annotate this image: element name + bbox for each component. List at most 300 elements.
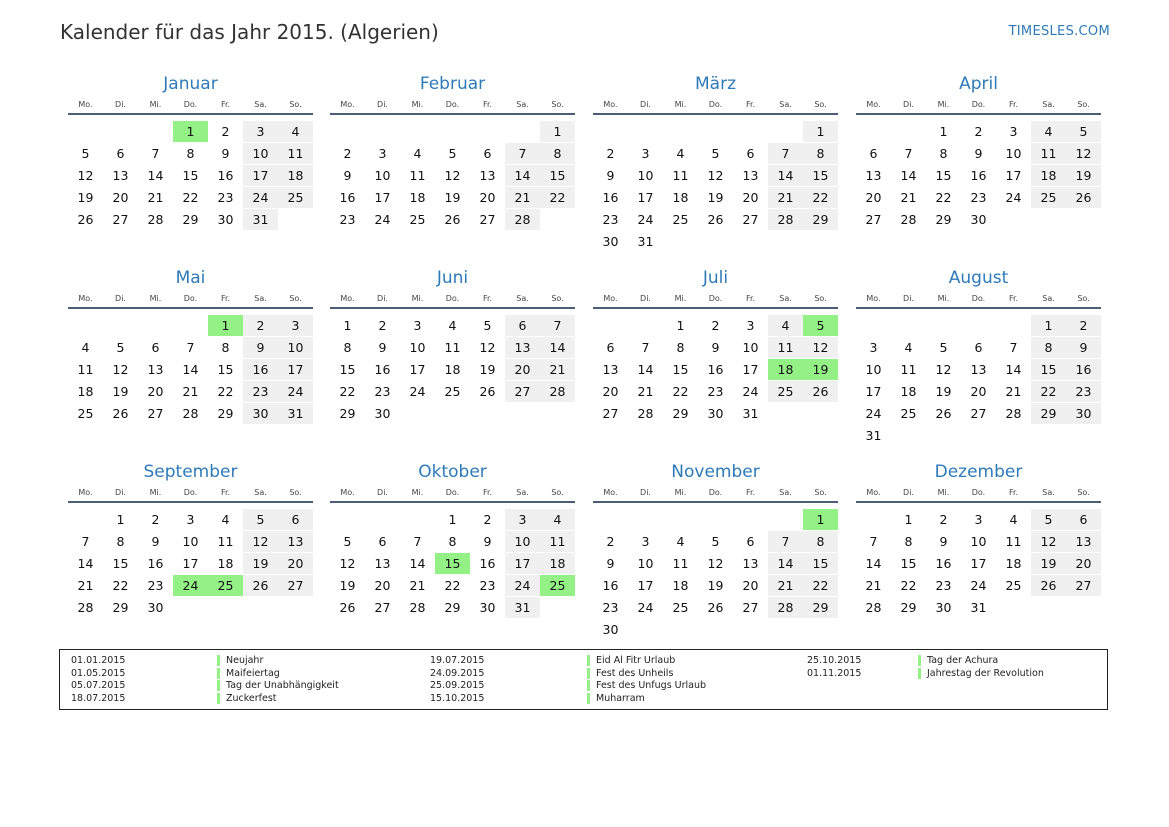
weekday-header: So. [814, 294, 827, 303]
day-cell: 2 [343, 146, 352, 161]
day-cell: 27 [602, 406, 619, 421]
day-cell: 31 [970, 600, 987, 615]
weekday-header: Di. [903, 294, 914, 303]
weekday-header: Mo. [78, 294, 93, 303]
day-cell: 17 [742, 362, 759, 377]
day-cell: 10 [742, 340, 759, 355]
day-cell: 23 [602, 212, 619, 227]
holiday-day-cell: 1 [208, 315, 243, 336]
day-cell: 15 [803, 165, 838, 186]
day-cell: 1 [904, 512, 913, 527]
day-cell: 9 [974, 146, 983, 161]
legend-holiday-name: Tag der Achura [918, 655, 998, 666]
weekday-header: Mi. [937, 488, 950, 497]
legend-holiday-name: Maifeiertag [217, 668, 280, 679]
weekday-header: Sa. [779, 294, 792, 303]
day-cell: 10 [1005, 146, 1022, 161]
day-cell: 11 [409, 168, 426, 183]
day-cell: 14 [409, 556, 426, 571]
holiday-day-cell: 25 [540, 575, 575, 596]
day-cell: 7 [413, 534, 422, 549]
legend-holiday-name: Muharram [587, 693, 645, 704]
day-cell: 26 [707, 212, 724, 227]
day-cell: 17 [505, 553, 540, 574]
day-cell: 1 [676, 318, 685, 333]
day-cell: 21 [1005, 384, 1022, 399]
weekday-header: Mi. [149, 294, 162, 303]
day-cell: 22 [217, 384, 234, 399]
day-cell: 23 [217, 190, 234, 205]
weekday-header: Fr. [745, 488, 756, 497]
day-cell: 26 [339, 600, 356, 615]
weekday-header: Sa. [254, 294, 267, 303]
day-cell: 26 [1066, 187, 1101, 208]
day-cell: 28 [768, 597, 803, 618]
weekday-header: So. [289, 294, 302, 303]
weekday-header: Mi. [674, 294, 687, 303]
day-cell: 19 [1031, 553, 1066, 574]
day-cell: 15 [672, 362, 689, 377]
day-cell: 25 [409, 212, 426, 227]
day-cell: 25 [672, 212, 689, 227]
weekday-header: Sa. [254, 100, 267, 109]
holiday-day-cell: 19 [803, 359, 838, 380]
day-cell: 29 [182, 212, 199, 227]
day-cell: 20 [742, 190, 759, 205]
day-cell: 23 [1066, 381, 1101, 402]
day-cell: 22 [935, 190, 952, 205]
day-cell: 17 [970, 556, 987, 571]
day-cell: 20 [278, 553, 313, 574]
day-cell: 20 [602, 384, 619, 399]
day-cell: 21 [865, 578, 882, 593]
day-cell: 12 [1031, 531, 1066, 552]
month-title: August [948, 268, 1009, 288]
day-cell: 22 [803, 575, 838, 596]
weekday-header: Sa. [1042, 100, 1055, 109]
day-cell: 22 [1031, 381, 1066, 402]
day-cell: 4 [448, 318, 457, 333]
day-cell: 20 [374, 578, 391, 593]
weekday-header: Fr. [220, 488, 231, 497]
day-cell: 6 [746, 146, 755, 161]
day-cell: 27 [147, 406, 164, 421]
day-cell: 6 [116, 146, 125, 161]
day-cell: 19 [707, 190, 724, 205]
holiday-day-cell: 25 [208, 575, 243, 596]
weekday-header: Mo. [340, 488, 355, 497]
header-divider [593, 113, 838, 115]
day-cell: 19 [243, 553, 278, 574]
day-cell: 7 [1009, 340, 1018, 355]
legend-date: 15.10.2015 [430, 693, 485, 705]
day-cell: 30 [217, 212, 234, 227]
weekday-header: Sa. [779, 488, 792, 497]
day-cell: 7 [768, 531, 803, 552]
day-cell: 2 [1066, 315, 1101, 336]
day-cell: 28 [1005, 406, 1022, 421]
day-cell: 27 [278, 575, 313, 596]
day-cell: 29 [935, 212, 952, 227]
weekday-header: Do. [445, 488, 460, 497]
weekday-header: Fr. [745, 100, 756, 109]
day-cell: 1 [939, 124, 948, 139]
day-cell: 21 [637, 384, 654, 399]
day-cell: 11 [768, 337, 803, 358]
weekday-header: Fr. [745, 294, 756, 303]
day-cell: 13 [865, 168, 882, 183]
day-cell: 6 [151, 340, 160, 355]
day-cell: 8 [1031, 337, 1066, 358]
weekday-header: Sa. [1042, 294, 1055, 303]
day-cell: 15 [339, 362, 356, 377]
month-title: Oktober [418, 462, 487, 482]
day-cell: 1 [448, 512, 457, 527]
day-cell: 7 [641, 340, 650, 355]
day-cell: 4 [221, 512, 230, 527]
weekday-header: Fr. [220, 294, 231, 303]
day-cell: 14 [147, 168, 164, 183]
day-cell: 31 [278, 403, 313, 424]
day-cell: 31 [865, 428, 882, 443]
day-cell: 6 [378, 534, 387, 549]
day-cell: 23 [147, 578, 164, 593]
day-cell: 2 [378, 318, 387, 333]
day-cell: 27 [479, 212, 496, 227]
day-cell: 26 [707, 600, 724, 615]
day-cell: 29 [217, 406, 234, 421]
weekday-header: Do. [971, 100, 986, 109]
legend-holiday-name: Zuckerfest [217, 693, 277, 704]
day-cell: 23 [374, 384, 391, 399]
day-cell: 12 [479, 340, 496, 355]
day-cell: 5 [343, 534, 352, 549]
weekday-header: Di. [640, 100, 651, 109]
day-cell: 13 [147, 362, 164, 377]
day-cell: 13 [374, 556, 391, 571]
day-cell: 30 [243, 403, 278, 424]
day-cell: 18 [278, 165, 313, 186]
day-cell: 18 [900, 384, 917, 399]
weekday-header: So. [289, 488, 302, 497]
day-cell: 10 [970, 534, 987, 549]
day-cell: 14 [505, 165, 540, 186]
day-cell: 11 [1005, 534, 1022, 549]
day-cell: 21 [182, 384, 199, 399]
day-cell: 8 [186, 146, 195, 161]
month-title: Januar [163, 74, 218, 94]
day-cell: 21 [505, 187, 540, 208]
header-divider [330, 307, 575, 309]
day-cell: 27 [505, 381, 540, 402]
day-cell: 20 [865, 190, 882, 205]
day-cell: 17 [865, 384, 882, 399]
weekday-header: Mo. [866, 488, 881, 497]
day-cell: 23 [970, 190, 987, 205]
day-cell: 14 [182, 362, 199, 377]
day-cell: 18 [444, 362, 461, 377]
day-cell: 29 [900, 600, 917, 615]
day-cell: 26 [243, 575, 278, 596]
day-cell: 27 [374, 600, 391, 615]
weekday-header: Di. [640, 294, 651, 303]
day-cell: 15 [112, 556, 129, 571]
day-cell: 6 [483, 146, 492, 161]
weekday-header: Do. [445, 294, 460, 303]
day-cell: 5 [711, 534, 720, 549]
weekday-header: Mo. [340, 294, 355, 303]
legend-date: 18.07.2015 [71, 693, 126, 705]
day-cell: 21 [77, 578, 94, 593]
day-cell: 4 [413, 146, 422, 161]
day-cell: 9 [151, 534, 160, 549]
month-title: Dezember [934, 462, 1023, 482]
day-cell: 24 [374, 212, 391, 227]
weekday-header: Di. [640, 488, 651, 497]
day-cell: 13 [742, 168, 759, 183]
day-cell: 17 [637, 578, 654, 593]
holiday-day-cell: 15 [435, 553, 470, 574]
weekday-header: Mi. [674, 100, 687, 109]
day-cell: 9 [378, 340, 387, 355]
weekday-header: Mi. [937, 100, 950, 109]
day-cell: 16 [147, 556, 164, 571]
day-cell: 12 [707, 168, 724, 183]
day-cell: 1 [1031, 315, 1066, 336]
day-cell: 26 [479, 384, 496, 399]
header-divider [593, 501, 838, 503]
weekday-header: Mi. [411, 294, 424, 303]
day-cell: 30 [1066, 403, 1101, 424]
day-cell: 26 [935, 406, 952, 421]
day-cell: 8 [939, 146, 948, 161]
weekday-header: Do. [971, 294, 986, 303]
day-cell: 19 [707, 578, 724, 593]
day-cell: 11 [217, 534, 234, 549]
day-cell: 28 [865, 600, 882, 615]
legend-holiday-name: Neujahr [217, 655, 263, 666]
day-cell: 3 [641, 146, 650, 161]
day-cell: 10 [637, 556, 654, 571]
day-cell: 23 [339, 212, 356, 227]
day-cell: 3 [243, 121, 278, 142]
day-cell: 12 [77, 168, 94, 183]
day-cell: 21 [147, 190, 164, 205]
day-cell: 9 [1066, 337, 1101, 358]
day-cell: 2 [483, 512, 492, 527]
month-title: Juni [436, 268, 469, 288]
day-cell: 5 [243, 509, 278, 530]
day-cell: 25 [672, 600, 689, 615]
day-cell: 17 [243, 165, 278, 186]
day-cell: 15 [1031, 359, 1066, 380]
weekday-header: Mo. [78, 488, 93, 497]
day-cell: 25 [1005, 578, 1022, 593]
day-cell: 15 [803, 553, 838, 574]
page-title: Kalender für das Jahr 2015. (Algerien) [60, 20, 439, 44]
header-divider [330, 113, 575, 115]
day-cell: 29 [444, 600, 461, 615]
day-cell: 8 [904, 534, 913, 549]
day-cell: 19 [1066, 165, 1101, 186]
legend-holiday-name: Fest des Unfugs Urlaub [587, 680, 706, 691]
day-cell: 30 [147, 600, 164, 615]
legend-date: 01.11.2015 [807, 667, 862, 679]
day-cell: 28 [409, 600, 426, 615]
day-cell: 24 [243, 187, 278, 208]
day-cell: 8 [676, 340, 685, 355]
weekday-header: Mi. [411, 488, 424, 497]
day-cell: 18 [540, 553, 575, 574]
day-cell: 6 [974, 340, 983, 355]
holiday-day-cell: 1 [803, 509, 838, 530]
day-cell: 17 [637, 190, 654, 205]
weekday-header: Mo. [866, 100, 881, 109]
day-cell: 23 [243, 381, 278, 402]
day-cell: 24 [1005, 190, 1022, 205]
day-cell: 14 [1005, 362, 1022, 377]
day-cell: 9 [221, 146, 230, 161]
day-cell: 5 [483, 318, 492, 333]
day-cell: 3 [413, 318, 422, 333]
day-cell: 30 [602, 622, 619, 637]
legend-holiday-name: Fest des Unheils [587, 668, 673, 679]
day-cell: 10 [409, 340, 426, 355]
day-cell: 16 [374, 362, 391, 377]
brand-link[interactable]: TIMESLES.COM [1008, 24, 1110, 39]
day-cell: 11 [278, 143, 313, 164]
day-cell: 9 [711, 340, 720, 355]
day-cell: 20 [970, 384, 987, 399]
day-cell: 23 [707, 384, 724, 399]
holiday-day-cell: 24 [173, 575, 208, 596]
day-cell: 13 [602, 362, 619, 377]
day-cell: 1 [540, 121, 575, 142]
day-cell: 17 [182, 556, 199, 571]
day-cell: 21 [409, 578, 426, 593]
day-cell: 27 [112, 212, 129, 227]
weekday-header: Mo. [603, 100, 618, 109]
day-cell: 8 [448, 534, 457, 549]
weekday-header: Sa. [516, 100, 529, 109]
day-cell: 12 [444, 168, 461, 183]
day-cell: 22 [803, 187, 838, 208]
day-cell: 22 [444, 578, 461, 593]
day-cell: 25 [77, 406, 94, 421]
day-cell: 17 [409, 362, 426, 377]
day-cell: 4 [768, 315, 803, 336]
day-cell: 14 [865, 556, 882, 571]
day-cell: 19 [77, 190, 94, 205]
day-cell: 30 [479, 600, 496, 615]
day-cell: 17 [1005, 168, 1022, 183]
day-cell: 5 [939, 340, 948, 355]
day-cell: 11 [540, 531, 575, 552]
day-cell: 10 [278, 337, 313, 358]
day-cell: 14 [768, 553, 803, 574]
weekday-header: Fr. [482, 488, 493, 497]
day-cell: 8 [221, 340, 230, 355]
day-cell: 5 [1031, 509, 1066, 530]
legend-holiday-name: Eid Al Fitr Urlaub [587, 655, 675, 666]
weekday-header: Di. [115, 100, 126, 109]
weekday-header: So. [289, 100, 302, 109]
day-cell: 18 [409, 190, 426, 205]
day-cell: 25 [444, 384, 461, 399]
day-cell: 21 [768, 187, 803, 208]
day-cell: 19 [444, 190, 461, 205]
day-cell: 8 [116, 534, 125, 549]
legend-date: 25.09.2015 [430, 680, 485, 692]
day-cell: 31 [742, 406, 759, 421]
day-cell: 25 [900, 406, 917, 421]
weekday-header: Mo. [603, 294, 618, 303]
day-cell: 25 [278, 187, 313, 208]
day-cell: 12 [707, 556, 724, 571]
weekday-header: Sa. [779, 100, 792, 109]
day-cell: 5 [1066, 121, 1101, 142]
day-cell: 14 [900, 168, 917, 183]
weekday-header: So. [1077, 294, 1090, 303]
day-cell: 18 [672, 190, 689, 205]
day-cell: 20 [147, 384, 164, 399]
day-cell: 6 [278, 509, 313, 530]
weekday-header: Do. [971, 488, 986, 497]
day-cell: 15 [900, 556, 917, 571]
day-cell: 8 [803, 143, 838, 164]
day-cell: 7 [768, 143, 803, 164]
day-cell: 13 [479, 168, 496, 183]
day-cell: 16 [935, 556, 952, 571]
day-cell: 15 [217, 362, 234, 377]
day-cell: 16 [970, 168, 987, 183]
day-cell: 12 [935, 362, 952, 377]
day-cell: 9 [483, 534, 492, 549]
day-cell: 19 [339, 578, 356, 593]
day-cell: 2 [221, 124, 230, 139]
day-cell: 19 [479, 362, 496, 377]
day-cell: 13 [742, 556, 759, 571]
day-cell: 24 [865, 406, 882, 421]
header-divider [68, 501, 313, 503]
weekday-header: Mo. [603, 488, 618, 497]
weekday-header: Di. [377, 294, 388, 303]
day-cell: 11 [1031, 143, 1066, 164]
day-cell: 21 [540, 359, 575, 380]
weekday-header: Fr. [482, 100, 493, 109]
day-cell: 6 [1066, 509, 1101, 530]
day-cell: 17 [278, 359, 313, 380]
day-cell: 13 [1066, 531, 1101, 552]
weekday-header: So. [551, 294, 564, 303]
day-cell: 16 [479, 556, 496, 571]
day-cell: 31 [505, 597, 540, 618]
day-cell: 3 [869, 340, 878, 355]
weekday-header: So. [1077, 488, 1090, 497]
weekday-header: Do. [183, 294, 198, 303]
day-cell: 12 [112, 362, 129, 377]
weekday-header: Di. [115, 294, 126, 303]
day-cell: 29 [803, 209, 838, 230]
day-cell: 9 [606, 168, 615, 183]
weekday-header: Mo. [866, 294, 881, 303]
day-cell: 28 [637, 406, 654, 421]
day-cell: 4 [278, 121, 313, 142]
day-cell: 1 [343, 318, 352, 333]
day-cell: 12 [1066, 143, 1101, 164]
day-cell: 4 [904, 340, 913, 355]
holiday-day-cell: 1 [173, 121, 208, 142]
